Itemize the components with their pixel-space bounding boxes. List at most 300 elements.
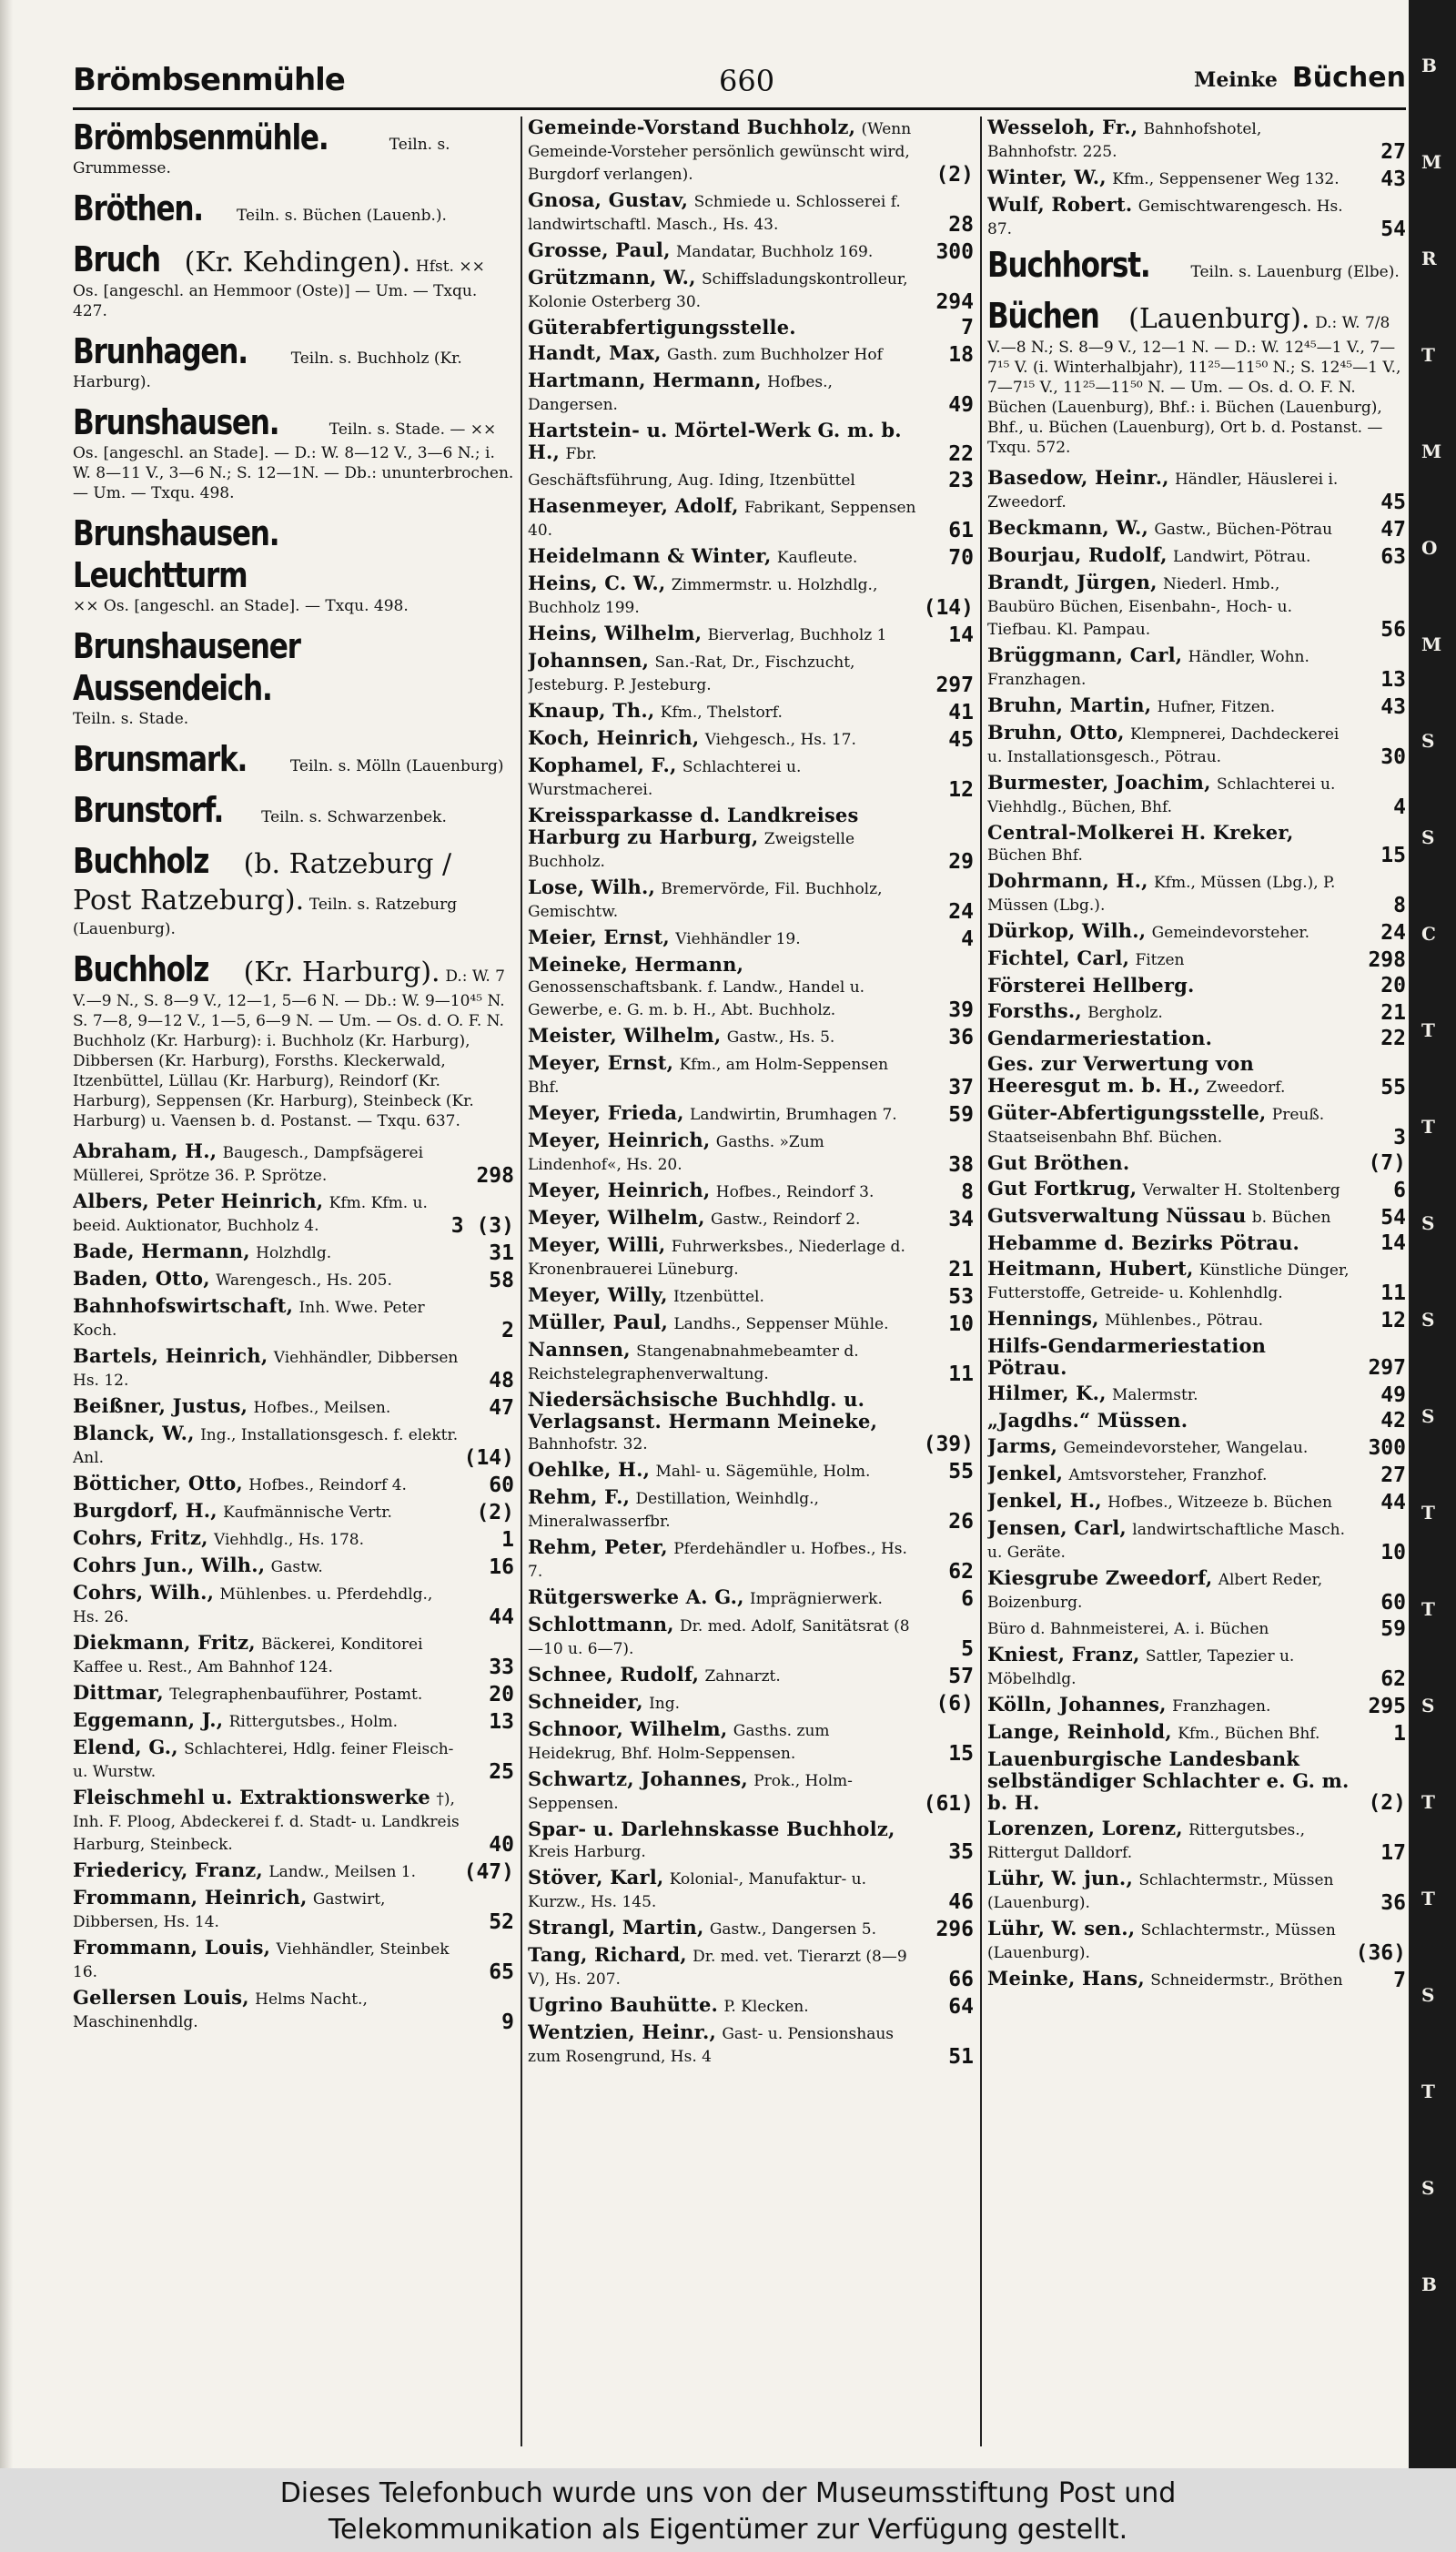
- phone-number: 6: [961, 1587, 974, 1611]
- directory-entry: [987, 1918, 1406, 1964]
- phone-number: 9: [501, 2010, 514, 2034]
- subscriber-name: Koch, Heinrich,: [528, 726, 700, 749]
- phone-number: 44: [1380, 1491, 1406, 1514]
- subscriber-name: Niedersächsische Buchhdlg. u. Verlagsanst. Hermann Meineke,: [528, 1388, 878, 1433]
- subscriber-name: Meyer, Heinrich,: [528, 1129, 711, 1151]
- subscriber-name: Ugrino Bauhütte.: [528, 1993, 719, 2016]
- directory-entry: [73, 1241, 514, 1264]
- phone-number: (14): [463, 1446, 514, 1470]
- subscriber-name: Bourjau, Rudolf,: [987, 543, 1168, 566]
- phone-number: 297: [935, 673, 974, 697]
- cut-off-letter: T: [1421, 1888, 1435, 1909]
- subscriber-details: Albert Reder, Boizenburg.: [987, 1571, 1323, 1612]
- directory-entry: [73, 1140, 514, 1187]
- subscriber-details: Fuhrwerksbes., Niederlage d. Kronenbrauerei Lüneburg.: [528, 1238, 905, 1279]
- column-divider: [521, 116, 522, 2446]
- subscriber-name: Dohrmann, H.,: [987, 869, 1148, 892]
- subscriber-name: Meister, Wilhelm,: [528, 1024, 722, 1047]
- directory-entry: [987, 1567, 1406, 1614]
- subscriber-name: Hasenmeyer, Adolf,: [528, 494, 739, 517]
- phone-number: 36: [948, 1026, 974, 1049]
- subscriber-details: Zimmermstr. u. Holzhdlg., Buchholz 199.: [528, 576, 878, 617]
- phone-number: 24: [948, 900, 974, 924]
- phone-number: 8: [1393, 894, 1406, 917]
- cut-off-letter: S: [1421, 1405, 1435, 1427]
- cut-off-letter: M: [1421, 633, 1442, 655]
- directory-entry: [73, 1709, 514, 1733]
- phone-number: 7: [1393, 1969, 1406, 1992]
- cut-off-letter: T: [1421, 1019, 1435, 1041]
- directory-entry: [528, 495, 974, 542]
- subscriber-details: Gastw., Reindorf 2.: [711, 1210, 861, 1229]
- phone-number: 30: [1380, 745, 1406, 769]
- subscriber-details: Rittergutsbes., Holm.: [228, 1713, 398, 1731]
- directory-entry: [73, 1859, 514, 1883]
- page-number: 660: [719, 64, 775, 98]
- place-heading: [987, 244, 1406, 286]
- directory-entry: [528, 1052, 974, 1099]
- subscriber-name: Heidelmann & Winter,: [528, 544, 772, 567]
- phone-number: 31: [489, 1241, 514, 1265]
- subscriber-details: Gastw.: [270, 1558, 323, 1576]
- directory-entry: [73, 1345, 514, 1392]
- directory-entry: [528, 2021, 974, 2068]
- place-name: Büchen: [987, 296, 1099, 336]
- phone-number: 5: [961, 1637, 974, 1661]
- page-edge-right: [1409, 0, 1456, 2468]
- directory-entry: [528, 1768, 974, 1815]
- cut-off-letter: M: [1421, 441, 1442, 462]
- directory-entry: [987, 1968, 1406, 1991]
- directory-entry: [73, 1682, 514, 1706]
- subscriber-details: Hofbes., Meilsen.: [253, 1399, 391, 1417]
- subscriber-details: Helms Nacht., Maschinenhdlg.: [73, 1990, 368, 2031]
- phone-number: 294: [935, 290, 974, 314]
- phone-number: 54: [1380, 1206, 1406, 1230]
- directory-entry: [73, 1527, 514, 1551]
- subscriber-name: Meyer, Ernst,: [528, 1051, 674, 1074]
- directory-entry: [987, 517, 1406, 541]
- phone-number: (7): [1368, 1151, 1406, 1175]
- place-heading: [73, 512, 514, 616]
- phone-number: 14: [1380, 1231, 1406, 1255]
- phone-number: (36): [1355, 1941, 1406, 1965]
- directory-entry: [528, 1025, 974, 1048]
- directory-entry: [987, 975, 1406, 997]
- cut-off-letter: S: [1421, 826, 1435, 848]
- phone-number: 24: [1380, 921, 1406, 945]
- cut-off-letter: T: [1421, 1791, 1435, 1813]
- place-heading: [73, 238, 514, 321]
- subscriber-details: Gasths. »Zum Lindenhof«, Hs. 20.: [528, 1133, 824, 1174]
- directory-column-2: [528, 116, 974, 2071]
- subscriber-details: Kreis Harburg.: [528, 1843, 646, 1861]
- directory-entry: [528, 1818, 974, 1863]
- phone-number: 13: [1380, 668, 1406, 692]
- directory-entry: [73, 1295, 514, 1342]
- phone-number: 55: [1380, 1076, 1406, 1099]
- cut-off-letter: R: [1421, 248, 1437, 269]
- directory-entry: [987, 1102, 1406, 1149]
- subscriber-details: Gastw., Büchen-Pötrau: [1154, 521, 1333, 539]
- phone-number: 61: [948, 519, 974, 542]
- subscriber-details: Verwalter H. Stoltenberg: [1142, 1181, 1340, 1200]
- subscriber-name: Schnoor, Wilhelm,: [528, 1717, 728, 1740]
- subscriber-name: Wentzien, Heinr.,: [528, 2020, 716, 2043]
- subscriber-name: Kreissparkasse d. Landkreises Harburg zu Harburg,: [528, 804, 859, 848]
- subscriber-details: Bahnhofstr. 32.: [528, 1435, 648, 1453]
- subscriber-name: Friedericy, Franz,: [73, 1858, 263, 1881]
- subscriber-name: Bruhn, Otto,: [987, 721, 1125, 744]
- phone-number: (14): [923, 596, 974, 620]
- subscriber-details: Kfm., Müssen (Lbg.), P. Müssen (Lbg.).: [987, 874, 1336, 915]
- phone-number: 20: [1380, 974, 1406, 998]
- subscriber-details: †), Inh. F. Ploog, Abdeckerei f. d. Stadt- u. Landkreis Harburg, Steinbeck.: [73, 1790, 460, 1854]
- subscriber-details: Dr. med. Adolf, Sanitätsrat (8—10 u. 6—7).: [528, 1617, 910, 1658]
- phone-number: 44: [489, 1605, 514, 1629]
- directory-entry: [987, 772, 1406, 818]
- cut-off-letter: O: [1421, 537, 1438, 559]
- subscriber-name: Strangl, Martin,: [528, 1916, 704, 1939]
- subscriber-name: Meyer, Heinrich,: [528, 1179, 711, 1201]
- subscriber-name: Meyer, Wilhelm,: [528, 1206, 705, 1229]
- directory-entry: [987, 822, 1406, 866]
- subscriber-details: Schlachtermstr., Müssen (Lauenburg).: [987, 1871, 1334, 1912]
- directory-entry: [987, 1152, 1406, 1174]
- subscriber-name: Heins, C. W.,: [528, 572, 666, 594]
- subscriber-details: Landwirtin, Brumhagen 7.: [690, 1106, 897, 1124]
- subscriber-details: Dr. med. vet. Tierarzt (8—9 V), Hs. 207.: [528, 1948, 907, 1989]
- subscriber-details: Zweedorf.: [1206, 1079, 1286, 1097]
- place-name: Brunshausener Aussendeich.: [73, 626, 300, 708]
- subscriber-details: Kaufleute.: [776, 549, 858, 567]
- header-right-keyword: [1194, 62, 1406, 94]
- phone-number: 2: [501, 1319, 514, 1342]
- place-details: Teiln. s. Stade. — ×× Os. [angeschl. an Stade]. — D.: W. 8—12 V., 3—6 N.; i. W. 8—11 V., 3—6 N.; S. 12—1N. — Db.: ununterbrochen. — Um. — Txqu. 498.: [73, 420, 514, 502]
- footer-notice: [0, 2468, 1456, 2552]
- place-details: Teiln. s. Lauenburg (Elbe).: [1190, 263, 1400, 281]
- subscriber-details: Imprägnierwerk.: [749, 1590, 883, 1608]
- directory-entry: [987, 644, 1406, 691]
- header-left-keyword: Brömbsenmühle: [73, 62, 345, 98]
- subscriber-name: Hennings,: [987, 1307, 1099, 1330]
- subscriber-details: Landw., Meilsen 1.: [268, 1863, 417, 1881]
- cut-off-letter: S: [1421, 730, 1435, 752]
- subscriber-details: b. Büchen: [1251, 1209, 1331, 1227]
- subscriber-name: Güterabfertigungsstelle.: [528, 316, 796, 339]
- place-details: Teiln. s. Ratzeburg (Lauenburg).: [73, 896, 458, 938]
- subscriber-name: Grosse, Paul,: [528, 238, 671, 261]
- directory-entry: [987, 920, 1406, 944]
- subscriber-details: San.-Rat, Dr., Fischzucht, Jesteburg. P. Jesteburg.: [528, 653, 855, 694]
- phone-number: 56: [1380, 618, 1406, 642]
- cut-off-letter: S: [1421, 2177, 1435, 2199]
- subscriber-name: Heins, Wilhelm,: [528, 622, 703, 644]
- subscriber-name: Brandt, Jürgen,: [987, 571, 1158, 593]
- phone-number: 25: [489, 1760, 514, 1784]
- header-rule: [73, 107, 1406, 110]
- directory-entry: [528, 1664, 974, 1687]
- directory-entry: [987, 1410, 1406, 1432]
- subscriber-name: Basedow, Heinr.,: [987, 466, 1169, 489]
- directory-entry: [528, 116, 974, 186]
- place-heading: [73, 840, 514, 939]
- subscriber-name: Hilfs-Gendarmeriestation Pötrau.: [987, 1334, 1267, 1379]
- subscriber-details: Mandatar, Buchholz 169.: [675, 243, 874, 261]
- place-name: Bruch: [73, 239, 160, 279]
- directory-entry: [528, 469, 974, 491]
- subscriber-details: Ing., Installationsgesch. f. elektr. Anl.: [73, 1426, 459, 1467]
- phone-number: (39): [923, 1433, 974, 1456]
- subscriber-details: Viehhdlg., Hs. 178.: [213, 1531, 364, 1549]
- subscriber-details: Mühlenbes. u. Pferdehdlg., Hs. 26.: [73, 1585, 433, 1626]
- directory-entry: [987, 870, 1406, 916]
- directory-entry: [987, 1000, 1406, 1024]
- subscriber-name: Cohrs Jun., Wilh.,: [73, 1554, 266, 1576]
- subscriber-details: Landhs., Seppenser Mühle.: [673, 1315, 889, 1333]
- subscriber-details: Mühlenbes., Pötrau.: [1104, 1311, 1264, 1330]
- directory-entry: [73, 1190, 514, 1237]
- subscriber-name: Hilmer, K.,: [987, 1382, 1107, 1404]
- directory-entry: [987, 1258, 1406, 1304]
- directory-entry: [987, 1694, 1406, 1717]
- directory-entry: [987, 1818, 1406, 1864]
- subscriber-details: Hofbes., Dangersen.: [528, 373, 833, 414]
- phone-number: 52: [489, 1910, 514, 1934]
- directory-entry: [987, 544, 1406, 568]
- directory-column-1: [73, 116, 514, 2037]
- subscriber-name: Meineke, Hermann,: [528, 953, 744, 976]
- subscriber-name: Brüggmann, Carl,: [987, 643, 1183, 666]
- place-heading: [987, 295, 1406, 458]
- subscriber-details: Rittergutsbes., Rittergut Dalldorf.: [987, 1821, 1306, 1862]
- directory-entry: [528, 876, 974, 923]
- directory-entry: [987, 722, 1406, 768]
- subscriber-details: Telegraphenbauführer, Postamt.: [169, 1686, 423, 1704]
- directory-entry: [528, 1586, 974, 1610]
- phone-number: 17: [1380, 1841, 1406, 1865]
- cut-off-letter: S: [1421, 1984, 1435, 2006]
- directory-entry: [528, 317, 974, 339]
- directory-entry: [528, 805, 974, 873]
- subscriber-name: Wulf, Robert.: [987, 193, 1133, 216]
- header-right-small: Meinke: [1193, 68, 1278, 92]
- directory-entry: [528, 370, 974, 416]
- phone-number: 20: [489, 1683, 514, 1706]
- subscriber-name: Tang, Richard,: [528, 1943, 687, 1966]
- phone-number: 42: [1380, 1409, 1406, 1433]
- place-details: D.: W. 7/8 V.—8 N.; S. 8—9 V., 12—1 N. — D.: W. 12⁴⁵—1 V., 7—7¹⁵ V. (i. Winterhalbjahr), 11²⁵—11⁵⁰ N.; S. 12⁴⁵—1 V., 7—7¹⁵ V., 11²⁵—11⁵⁰ N. — Um. — Os. d. O. F. N. Büchen (Lauenburg), Bhf.: i. Büchen (Lauenburg), Bhf., u. Büchen (Lauenburg), Ort b. d. Postanst. — Txqu. 572.: [987, 314, 1401, 457]
- page-header: [73, 55, 1406, 102]
- subscriber-name: Frommann, Louis,: [73, 1936, 271, 1959]
- phone-number: 49: [948, 393, 974, 417]
- subscriber-details: Viehgesch., Hs. 17.: [704, 731, 856, 749]
- subscriber-details: Franzhagen.: [1172, 1697, 1271, 1716]
- place-details: Teiln. s. Stade.: [73, 710, 189, 728]
- footer-line-1: Dieses Telefonbuch wurde uns von der Museumsstiftung Post und: [279, 2477, 1177, 2509]
- directory-entry: [528, 623, 974, 646]
- phone-number: 22: [1380, 1027, 1406, 1050]
- subscriber-details: Schlachterei u. Viehhdlg., Büchen, Bhf.: [987, 775, 1336, 816]
- subscriber-name: Kölln, Johannes,: [987, 1693, 1167, 1716]
- directory-entry: [528, 239, 974, 263]
- subscriber-details: Warengesch., Hs. 205.: [216, 1271, 392, 1290]
- subscriber-name: Fichtel, Carl,: [987, 947, 1130, 969]
- place-name: Brunshausen.: [73, 402, 279, 442]
- phone-number: 14: [948, 623, 974, 647]
- directory-entry: [528, 1234, 974, 1281]
- phone-number: 36: [1380, 1891, 1406, 1915]
- phone-number: 38: [948, 1153, 974, 1177]
- subscriber-name: Dürkop, Wilh.,: [987, 919, 1147, 942]
- directory-entry: [528, 1180, 974, 1203]
- directory-entry: [987, 1868, 1406, 1914]
- subscriber-name: Winter, W.,: [987, 166, 1107, 188]
- phone-number: 62: [1380, 1667, 1406, 1691]
- subscriber-name: Blanck, W.,: [73, 1422, 195, 1444]
- phone-number: 43: [1380, 695, 1406, 719]
- subscriber-name: Johannsen,: [528, 649, 650, 672]
- subscriber-name: Rehm, Peter,: [528, 1535, 668, 1558]
- cut-off-letter: B: [1421, 55, 1437, 76]
- place-details: D.: W. 7 V.—9 N., S. 8—9 V., 12—1, 5—6 N. — Db.: W. 9—10⁴⁵ N. S. 7—8, 9—12 V., 1—5, 6—9 N. — Um. — Os. d. O. F. N. Buchholz (Kr. Harburg): i. Buchholz (Kr. Harburg), Dibbersen (Kr. Harburg), Forsths. Kleckerwald, Itzenbüttel, Lüllau (Kr. Harburg), Reindorf (Kr. Harburg), Seppensen (Kr. Harburg), Steinbeck (Kr. Harburg) u. Vaensen b. d. Postanst. — Txqu. 637.: [73, 967, 505, 1130]
- directory-entry: [528, 927, 974, 950]
- subscriber-name: Cohrs, Wilh.,: [73, 1581, 215, 1604]
- subscriber-name: Handt, Max,: [528, 341, 662, 364]
- subscriber-details: Fabrikant, Seppensen 40.: [528, 499, 916, 540]
- phone-number: (61): [923, 1792, 974, 1816]
- subscriber-details: Fbr.: [565, 445, 597, 463]
- phone-number: 59: [948, 1103, 974, 1127]
- subscriber-name: Eggemann, J.,: [73, 1708, 224, 1731]
- directory-entry: [987, 1205, 1406, 1229]
- phone-number: 11: [1380, 1281, 1406, 1305]
- subscriber-name: Beckmann, W.,: [987, 516, 1148, 539]
- subscriber-name: Elend, G.,: [73, 1736, 178, 1758]
- directory-entry: [528, 1944, 974, 1990]
- phone-number: 298: [1368, 948, 1406, 972]
- phone-number: 4: [1393, 795, 1406, 819]
- place-heading: [73, 789, 514, 831]
- directory-entry: [987, 572, 1406, 641]
- phone-number: 64: [948, 1995, 974, 2019]
- directory-entry: [73, 1937, 514, 1983]
- cut-off-letter: T: [1421, 1502, 1435, 1524]
- subscriber-name: Hartmann, Hermann,: [528, 369, 762, 391]
- directory-entry: [528, 1536, 974, 1583]
- subscriber-name: Knaup, Th.,: [528, 699, 655, 722]
- directory-entry: [528, 1614, 974, 1660]
- subscriber-details: Künstliche Dünger, Futterstoffe, Getreide- u. Kohlenhdlg.: [987, 1261, 1350, 1302]
- place-name: Bröthen.: [73, 188, 203, 228]
- phone-number: 28: [948, 213, 974, 237]
- phone-number: 295: [1368, 1695, 1406, 1718]
- phone-number: 45: [1380, 491, 1406, 514]
- subscriber-details: Kfm., Büchen Bhf.: [1178, 1725, 1320, 1743]
- phone-number: 55: [948, 1460, 974, 1484]
- phone-number: 60: [489, 1473, 514, 1497]
- directory-entry: [987, 194, 1406, 240]
- directory-entry: [528, 727, 974, 751]
- phone-number: 51: [948, 2045, 974, 2069]
- directory-entry: [987, 467, 1406, 513]
- subscriber-name: Schnee, Rudolf,: [528, 1663, 700, 1686]
- subscriber-name: Gendarmeriestation.: [987, 1027, 1213, 1049]
- phone-number: 18: [948, 343, 974, 367]
- subscriber-details: Zweigstelle Buchholz.: [528, 830, 855, 871]
- directory-entry: [987, 1463, 1406, 1486]
- subscriber-details: Inh. Wwe. Peter Koch.: [73, 1299, 425, 1340]
- subscriber-name: Güter-Abfertigungsstelle,: [987, 1101, 1267, 1124]
- phone-number: 15: [1380, 844, 1406, 867]
- phone-number: 53: [948, 1285, 974, 1309]
- phone-number: 1: [1393, 1722, 1406, 1746]
- subscriber-name: Dittmar,: [73, 1681, 164, 1704]
- phone-number: 29: [948, 850, 974, 874]
- header-right-big: Büchen: [1291, 62, 1406, 94]
- subscriber-details: Baugesch., Dampfsägerei Müllerei, Sprötze 36. P. Sprötze.: [73, 1144, 424, 1185]
- phone-number: 27: [1380, 1463, 1406, 1487]
- subscriber-name: Grützmann, W.,: [528, 266, 696, 289]
- directory-entry: [987, 1617, 1406, 1640]
- phone-number: 3: [1393, 1126, 1406, 1149]
- place-details: Teiln. s. Schwarzenbek.: [261, 808, 447, 826]
- page-edge-left: [0, 0, 13, 2468]
- directory-entry: [528, 267, 974, 313]
- subscriber-name: Gnosa, Gustav,: [528, 188, 689, 211]
- subscriber-details: Schlachtermstr., Müssen (Lauenburg).: [987, 1921, 1336, 1962]
- subscriber-name: Meinke, Hans,: [987, 1967, 1145, 1990]
- directory-entry: [528, 954, 974, 1021]
- subscriber-details: Landwirt, Pötrau.: [1173, 548, 1311, 566]
- directory-entry: [987, 1178, 1406, 1201]
- subscriber-name: Albers, Peter Heinrich,: [73, 1190, 324, 1212]
- subscriber-details: Holzhdlg.: [256, 1244, 332, 1262]
- cut-off-letter: S: [1421, 1309, 1435, 1331]
- place-name: Buchholz: [73, 841, 209, 881]
- subscriber-details: Büchen Bhf.: [987, 846, 1083, 865]
- directory-entry: [528, 1994, 974, 2018]
- phone-number: 54: [1380, 218, 1406, 241]
- directory-entry: [987, 694, 1406, 718]
- directory-entry: [987, 1721, 1406, 1745]
- phone-number: 46: [948, 1890, 974, 1914]
- subscriber-name: Jarms,: [987, 1434, 1058, 1457]
- subscriber-details: Schlachterei u. Wurstmacherei.: [528, 758, 802, 799]
- cut-off-letter: C: [1421, 923, 1436, 945]
- directory-entry: [528, 1718, 974, 1765]
- subscriber-details: Gast- u. Pensionshaus zum Rosengrund, Hs. 4: [528, 2025, 895, 2066]
- subscriber-name: Gutsverwaltung Nüssau: [987, 1204, 1247, 1227]
- subscriber-name: Jenkel,: [987, 1462, 1064, 1484]
- subscriber-name: Gut Fortkrug,: [987, 1177, 1138, 1200]
- place-qualifier: (Kr. Harburg).: [243, 957, 440, 988]
- directory-entry: [987, 1053, 1406, 1099]
- place-heading: [73, 401, 514, 503]
- subscriber-name: Lühr, W. sen.,: [987, 1917, 1136, 1939]
- subscriber-name: Abraham, H.,: [73, 1139, 217, 1162]
- phone-number: 300: [1368, 1436, 1406, 1460]
- subscriber-details: Niederl. Hmb., Baubüro Büchen, Eisenbahn-, Hoch- u. Tiefbau. Kl. Pampau.: [987, 575, 1292, 639]
- phone-number: 39: [948, 998, 974, 1022]
- phone-number: 45: [948, 728, 974, 752]
- subscriber-name: Ges. zur Verwertung von Heeresgut m. b. H.,: [987, 1052, 1254, 1097]
- subscriber-name: Fleischmehl u. Extraktionswerke: [73, 1786, 430, 1808]
- place-heading: [73, 116, 514, 178]
- subscriber-details: Büro d. Bahnmeisterei, A. i. Büchen: [987, 1620, 1269, 1638]
- directory-entry: [73, 1423, 514, 1469]
- subscriber-name: Meyer, Frieda,: [528, 1101, 684, 1124]
